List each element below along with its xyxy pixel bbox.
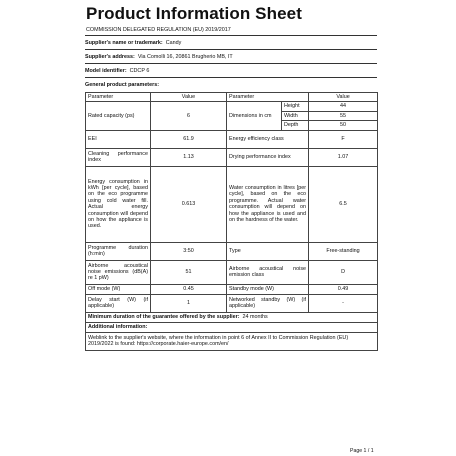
table-row [86,130,378,148]
table-row [86,284,378,294]
drying-value: 1.07 [309,148,378,166]
height-label: Height [282,102,309,111]
supplier-address-row [85,54,377,60]
table-header-row [86,93,378,102]
rated-capacity-value: 6 [151,102,227,130]
col-header-value: Value [151,93,227,102]
col-header-parameter-2: Parameter [227,93,309,102]
model-identifier-row [85,68,377,74]
table-row [86,166,378,242]
drying-label: Drying performance index [227,148,309,166]
depth-label: Depth [282,121,309,130]
cleaning-value: 1.13 [151,148,227,166]
delay-start-value: 1 [151,294,227,312]
noise-class-label: Airborne acoustical noise emission class [227,260,309,284]
energy-consumption-label: Energy consumption in kWh [per cycle], based on the eco programme using cold water fill. Actual energy consumption will depend on how the appliance is used. [86,166,151,242]
energy-class-value: F [309,130,378,148]
off-mode-label: Off mode (W) [86,284,151,294]
page-number: Page 1 / 1 [350,448,374,454]
model-identifier-value: CDCP 6 [129,68,150,74]
water-consumption-value: 6.5 [309,166,378,242]
energy-class-label: Energy efficiency class [227,130,309,148]
model-identifier-label: Model identifier: [85,68,127,74]
supplier-name-row [85,40,377,46]
guarantee-label: Minimum duration of the guarantee offered by the supplier: [88,313,240,320]
type-value: Free-standing [309,242,378,260]
cleaning-label: Cleaning performance index [86,148,151,166]
table-row [86,242,378,260]
width-value: 55 [309,111,378,120]
noise-value: 51 [151,260,227,284]
off-mode-value: 0.45 [151,284,227,294]
standby-label: Standby mode (W) [227,284,309,294]
rated-capacity-label: Rated capacity (ps) [86,102,151,130]
supplier-name-value: Candy [165,40,182,46]
type-label: Type [227,242,309,260]
col-header-value-2: Value [309,93,378,102]
energy-consumption-value: 0.613 [151,166,227,242]
table-row [86,260,378,284]
additional-info-heading: Additional information: [88,323,148,330]
duration-value: 3:50 [151,242,227,260]
page-title: Product Information Sheet [86,4,302,23]
table-row [86,102,378,111]
depth-value: 50 [309,121,378,130]
height-value: 44 [309,102,378,111]
standby-value: 0.49 [309,284,378,294]
water-consumption-label: Water consumption in litres [per cycle], based on the eco programme. Actual water consumption will depend on how the appliance is used and on the hardness of the water. [227,166,309,242]
table-row [86,148,378,166]
col-header-parameter: Parameter [86,93,151,102]
supplier-name-label: Supplier's name or trademark: [85,40,163,46]
additional-text-row [86,332,378,350]
parameters-table [85,92,378,351]
duration-label: Programme duration (h:min) [86,242,151,260]
guarantee-row [86,312,378,322]
dimensions-label: Dimensions in cm [227,102,282,130]
guarantee-value: 24 months [242,313,268,320]
general-parameters-heading: General product parameters: [85,82,159,88]
networked-standby-value: - [309,294,378,312]
noise-label: Airborne acoustical noise emissions (dB(A) re 1 pW) [86,260,151,284]
regulation-subtitle: COMMISSION DELEGATED REGULATION (EU) 2019/2017 [86,27,231,33]
noise-class-value: D [309,260,378,284]
supplier-address-value: Via Comolli 16, 20861 Brugherio MB, IT [137,54,233,60]
additional-info-text: Weblink to the supplier's website, where the information in point 6 of Annex II to Commission Regulation (EU) 2019/2022 is found: https://corporate.haier-europe.com/en/ [86,332,378,350]
delay-start-label: Delay start (W) (if applicable) [86,294,151,312]
additional-heading-row [86,322,378,332]
table-row [86,294,378,312]
eei-value: 61.9 [151,130,227,148]
width-label: Width [282,111,309,120]
networked-standby-label: Networked standby (W) (if applicable) [227,294,309,312]
supplier-address-label: Supplier's address: [85,54,135,60]
eei-label: EEI [86,130,151,148]
